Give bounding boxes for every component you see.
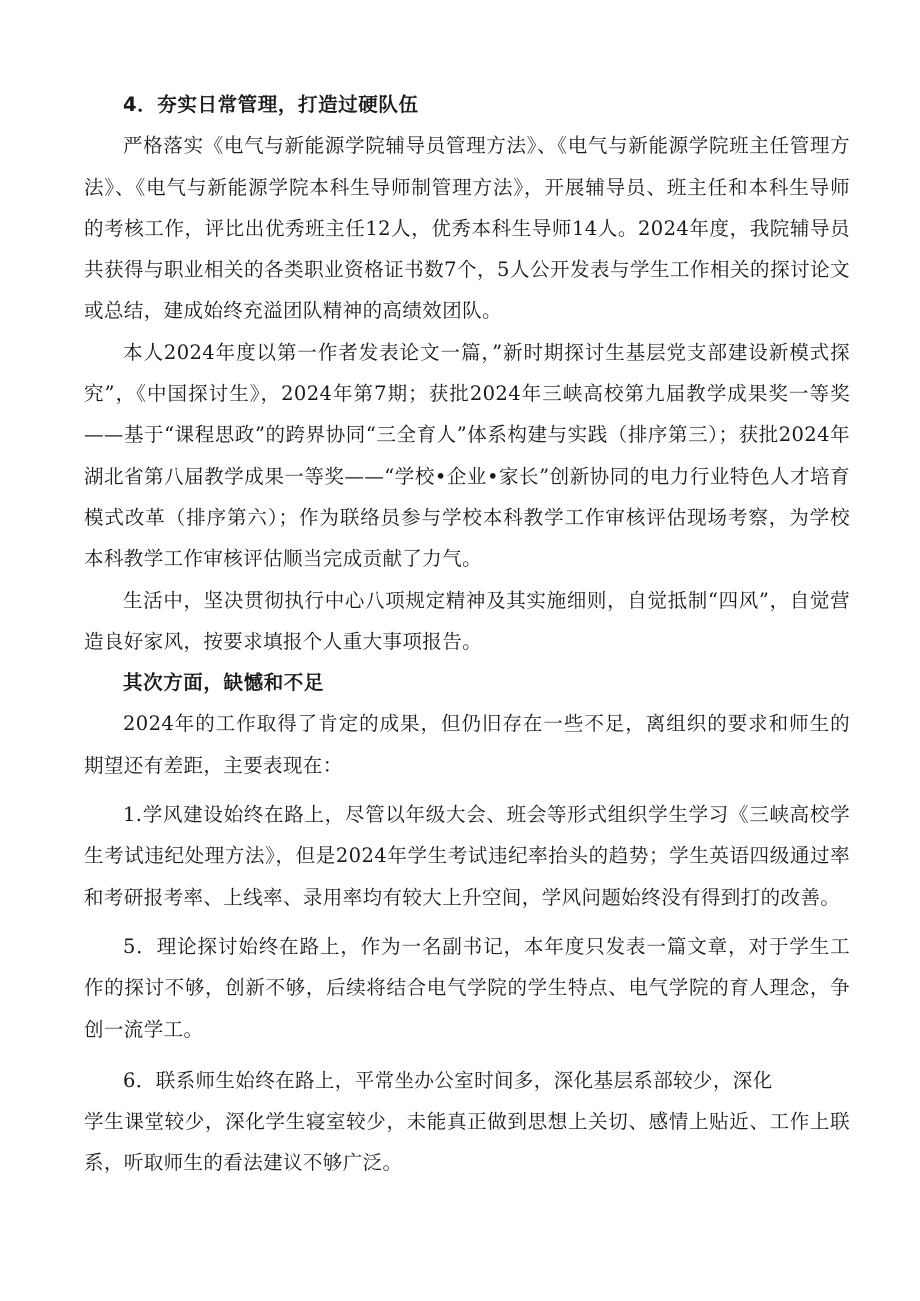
paragraph-management: 严格落实《电气与新能源学院辅导员管理方法》、《电气与新能源学院班主任管理方法》、《电气与新能源学院本科生导师制管理方法》，开展辅导员、班主任和本科生导师的考核工作，评比出优秀班主任12人，优秀本科生导师14人。2024年度，我院辅导员共获得与职业相关的各类职业资格证书数7个，5人公开发表与学生工作相关的探讨论文或总结，建成始终充溢团队精神的高绩效团队。 [84, 134, 850, 323]
paragraph-personal-achievements: 本人2024年度以第一作者发表论文一篇，”新时期探讨生基层党支部建设新模式探究”，《中国探讨生》，2024年第7期；获批2024年三峡高校第九届教学成果奖一等奖——基于“课程思政”的跨界协同“三全育人”体系构建与实践（排序第三）；获批2024年湖北省第八届教学成果一等奖——“学校•企业•家长”创新协同的电力行业特色人才培育模式改革（排序第六）；作为联络员参与学校本科教学工作审核评估现场考察，为学校本科教学工作审核评估顺当完成贡献了力气。 [84, 340, 850, 571]
paragraph-shortcomings-intro: 2024年的工作取得了肯定的成果，但仍旧存在一些不足，离组织的要求和师生的期望还有差距，主要表现在： [84, 712, 850, 777]
paragraph-theory-research: 5．理论探讨始终在路上，作为一名副书记，本年度只发表一篇文章，对于学生工作的探讨不够，创新不够，后续将结合电气学院的学生特点、电气学院的育人理念，争创一流学工。 [84, 934, 850, 1041]
paragraph-contact-teachers-students [84, 1060, 850, 1184]
section-heading-shortcomings: 其次方面，缺憾和不足 [123, 671, 325, 695]
paragraph-life-conduct: 生活中，坚决贯彻执行中心八项规定精神及其实施细则，自觉抵制“四风”，自觉营造良好家风，按要求填报个人重大事项报告。 [84, 588, 850, 653]
paragraph-contact-rest: 学生课堂较少，深化学生寝室较少，未能真正做到思想上关切、感情上贴近、工作上联系，听取师生的看法建议不够广泛。 [84, 1110, 850, 1175]
section-heading-4: 4．夯实日常管理，打造过硬队伍 [123, 93, 419, 116]
paragraph-contact-line1: 6．联系师生始终在路上，平常坐办公室时间多，深化基层系部较少，深化 [123, 1068, 773, 1092]
paragraph-study-style: 1.学风建设始终在路上，尽管以年级大会、班会等形式组织学生学习《三峡高校学生考试违纪处理方法》，但是2024年学生考试违纪率抬头的趋势；学生英语四级通过率和考研报考率、上线率、录用率均有较大上升空间，学风问题始终没有得到打的改善。 [84, 803, 850, 909]
